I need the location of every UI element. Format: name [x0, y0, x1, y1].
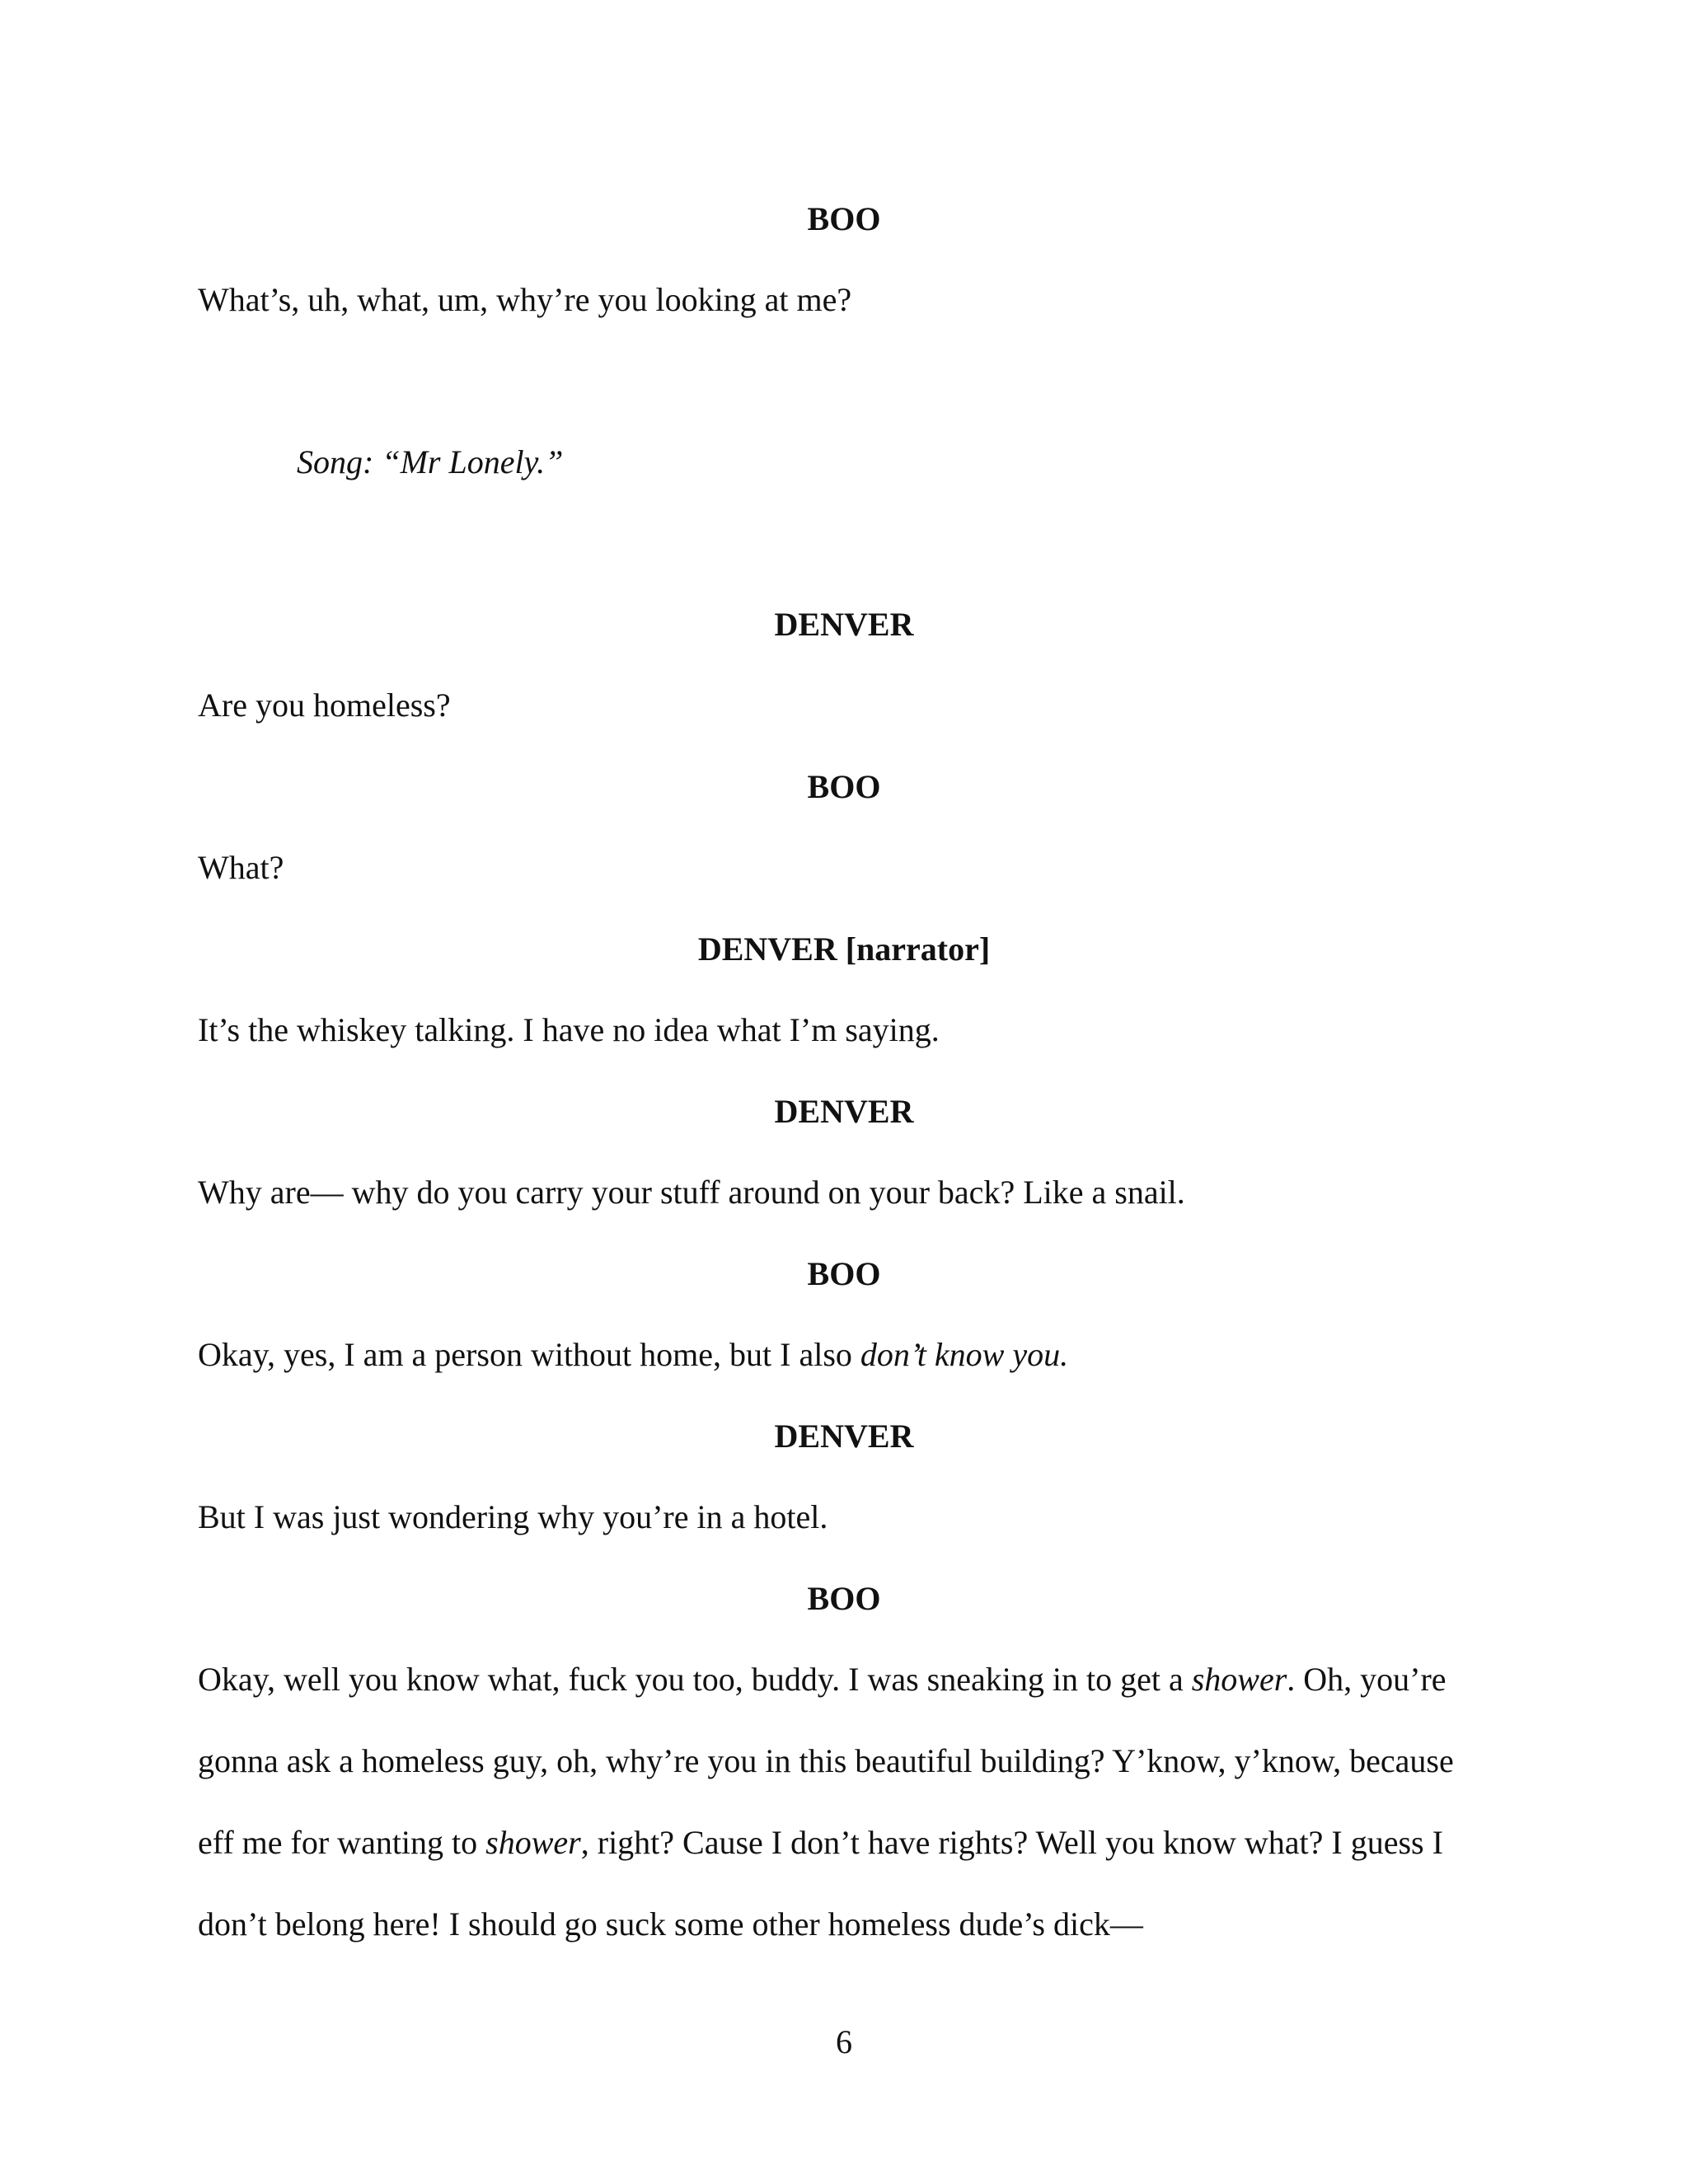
dialogue-line: [198, 1823, 1443, 1863]
dialogue-line: But I was just wondering why you’re in a hotel.: [198, 1498, 828, 1535]
stage-direction: Song: “Mr Lonely.”: [297, 443, 564, 480]
dialogue-line: Why are— why do you carry your stuff around on your back? Like a snail.: [198, 1174, 1185, 1211]
dialogue-text: eff me for wanting to: [198, 1824, 486, 1861]
dialogue-text: . Oh, you’re: [1287, 1661, 1447, 1698]
dialogue-line: don’t belong here! I should go suck some other homeless dude’s dick—: [198, 1905, 1143, 1943]
dialogue-line: Are you homeless?: [198, 687, 451, 724]
emphasized-text: shower: [1191, 1661, 1287, 1698]
dialogue-line: What’s, uh, what, um, why’re you looking at me?: [198, 281, 852, 318]
speaker-name: DENVER: [774, 606, 914, 643]
speaker-name: BOO: [807, 200, 881, 237]
speaker-name: BOO: [807, 768, 881, 805]
dialogue-text: Okay, yes, I am a person without home, but I also: [198, 1336, 860, 1373]
speaker-name: DENVER: [774, 1093, 914, 1130]
dialogue-text: Okay, well you know what, fuck you too, buddy. I was sneaking in to get a: [198, 1661, 1192, 1698]
speaker-name: DENVER [narrator]: [697, 930, 991, 968]
page-number: 6: [836, 2023, 852, 2060]
dialogue-line: It’s the whiskey talking. I have no idea what I’m saying.: [198, 1011, 940, 1048]
dialogue-line: gonna ask a homeless guy, oh, why’re you in this beautiful building? Y’know, y’know, because: [198, 1742, 1454, 1779]
speaker-name: BOO: [807, 1580, 881, 1617]
emphasized-text: don’t know you.: [860, 1336, 1069, 1373]
dialogue-line: [198, 1660, 1447, 1699]
dialogue-text: , right? Cause I don’t have rights? Well you know what? I guess I: [580, 1824, 1443, 1861]
speaker-name: BOO: [807, 1255, 881, 1292]
emphasized-text: shower: [485, 1824, 581, 1861]
speaker-name: DENVER: [774, 1418, 914, 1455]
dialogue-line: [198, 1335, 1068, 1375]
dialogue-line: What?: [198, 849, 284, 886]
